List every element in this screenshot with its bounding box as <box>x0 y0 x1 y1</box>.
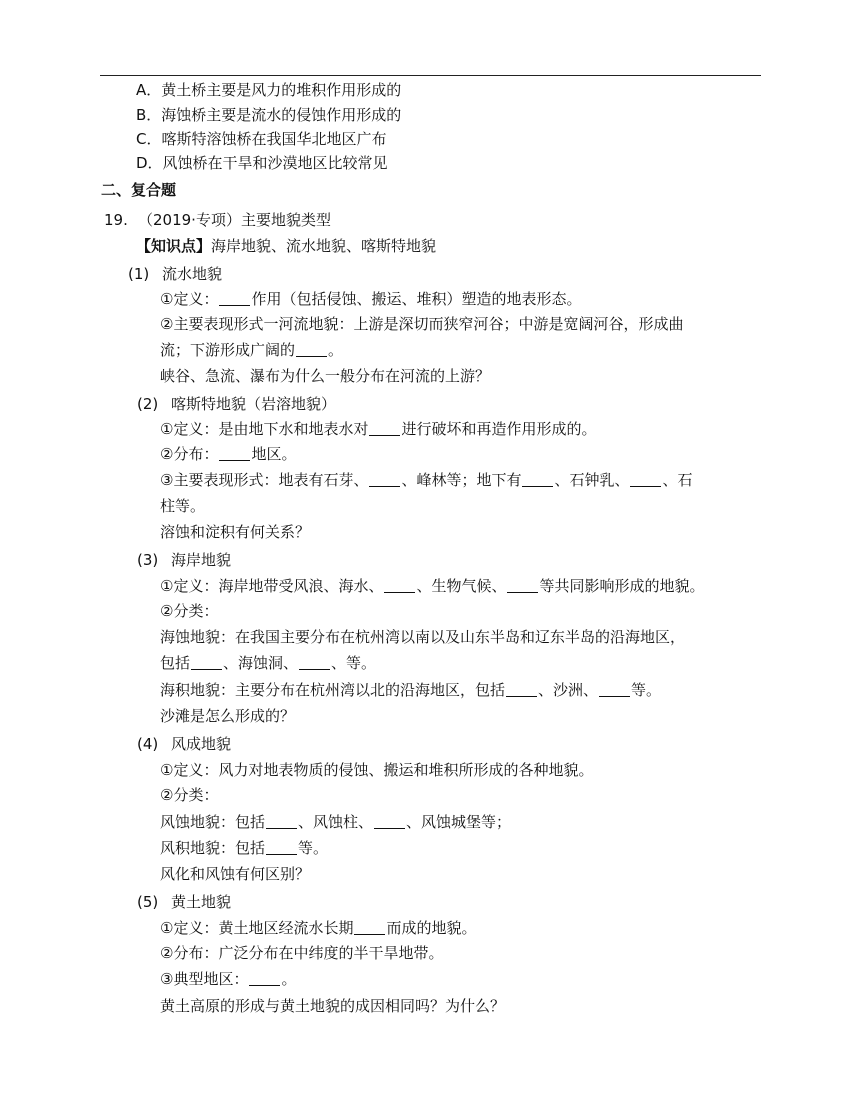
s2-line-1: ①定义：是由地下水和地表水对 进行破坏和再造作用形成的。 <box>160 420 597 438</box>
subsection-4-number: (4) <box>137 735 159 753</box>
subsection-5-number: (5) <box>137 893 159 911</box>
s4-line-2: ②分类： <box>160 786 219 804</box>
s3-line-1: ①定义：海岸地带受风浪、海水、 、生物气候、 等共同影响形成的地貌。 <box>160 577 705 595</box>
s3-line-2: ②分类： <box>160 602 219 620</box>
answer-blank[interactable] <box>369 421 400 436</box>
answer-blank[interactable] <box>630 472 661 487</box>
s1-line-3: 流；下游形成广阔的 。 <box>160 341 344 359</box>
s1-line-1: ①定义： 作用（包括侵蚀、搬运、堆积）塑造的地表形态。 <box>160 290 582 308</box>
question-number: 19. <box>104 211 128 229</box>
subsection-1-number: (1) <box>128 265 150 283</box>
answer-blank[interactable] <box>369 472 400 487</box>
subsection-5-title <box>137 892 231 912</box>
subsection-3-title <box>137 550 231 570</box>
question-title-text: （2019·专项）主要地貌类型 <box>138 211 331 229</box>
s3-line-5: 海积地貌：主要分布在杭州湾以北的沿海地区，包括 、沙洲、 等。 <box>160 681 662 699</box>
s1-line-2: ②主要表现形式一河流地貌：上游是深切而狭窄河谷；中游是宽阔河谷，形成曲 <box>160 315 684 333</box>
answer-blank[interactable] <box>599 682 630 697</box>
answer-blank[interactable] <box>354 920 385 935</box>
subsection-1-title-text: 流水地貌 <box>162 265 223 283</box>
answer-blank[interactable] <box>374 814 405 829</box>
subsection-4-title <box>137 734 231 754</box>
option-c: C．喀斯特溶蚀桥在我国华北地区广布 <box>136 130 387 148</box>
answer-blank[interactable] <box>507 578 538 593</box>
answer-blank[interactable] <box>219 291 250 306</box>
subsection-4-title-text: 风成地貌 <box>171 735 232 753</box>
s2-line-2: ②分布： 地区。 <box>160 445 297 463</box>
answer-blank[interactable] <box>191 655 222 670</box>
answer-blank[interactable] <box>506 682 537 697</box>
s5-line-3: ③典型地区： 。 <box>160 970 297 988</box>
section-title: 二、复合题 <box>101 181 177 199</box>
s4-line-4: 风积地貌：包括 等。 <box>160 839 329 857</box>
question-title <box>104 210 331 230</box>
s4-line-1: ①定义：风力对地表物质的侵蚀、搬运和堆积所形成的各种地貌。 <box>160 761 594 779</box>
answer-blank[interactable] <box>522 472 553 487</box>
s3-line-4: 包括 、海蚀洞、 、等。 <box>160 654 377 672</box>
s4-question: 风化和风蚀有何区别？ <box>160 865 311 883</box>
option-b: B．海蚀桥主要是流水的侵蚀作用形成的 <box>136 106 402 124</box>
s1-question: 峡谷、急流、瀑布为什么一般分布在河流的上游？ <box>160 367 491 385</box>
s2-line-4: 柱等。 <box>160 497 206 515</box>
subsection-2-title-text: 喀斯特地貌（岩溶地貌） <box>171 395 337 413</box>
knowledge-point-label: 【知识点】 <box>136 237 212 255</box>
answer-blank[interactable] <box>266 840 297 855</box>
s2-line-3: ③主要表现形式：地表有石芽、 、峰林等；地下有 、石钟乳、 、石 <box>160 471 693 489</box>
header-rule <box>100 75 761 76</box>
answer-blank[interactable] <box>219 446 250 461</box>
subsection-2-number: (2) <box>137 395 159 413</box>
option-a: A．黄土桥主要是风力的堆积作用形成的 <box>136 81 402 99</box>
s3-question: 沙滩是怎么形成的？ <box>160 707 296 725</box>
s5-line-1: ①定义：黄土地区经流水长期 而成的地貌。 <box>160 919 477 937</box>
s5-line-2: ②分布：广泛分布在中纬度的半干旱地带。 <box>160 944 444 962</box>
s3-line-3: 海蚀地貌：在我国主要分布在杭州湾以南以及山东半岛和辽东半岛的沿海地区， <box>160 628 686 646</box>
subsection-5-title-text: 黄土地貌 <box>171 893 232 911</box>
subsection-3-title-text: 海岸地貌 <box>171 551 232 569</box>
answer-blank[interactable] <box>296 342 327 357</box>
s2-question: 溶蚀和淀积有何关系？ <box>160 523 311 541</box>
answer-blank[interactable] <box>299 655 330 670</box>
knowledge-point <box>136 236 436 256</box>
knowledge-point-text: 海岸地貌、流水地貌、喀斯特地貌 <box>211 237 437 255</box>
answer-blank[interactable] <box>266 814 297 829</box>
subsection-2-title <box>137 394 336 414</box>
subsection-1-title <box>128 264 222 284</box>
subsection-3-number: (3) <box>137 551 159 569</box>
answer-blank[interactable] <box>249 971 280 986</box>
answer-blank[interactable] <box>384 578 415 593</box>
s5-question: 黄土高原的形成与黄土地貌的成因相同吗？为什么？ <box>160 997 506 1015</box>
s4-line-3: 风蚀地貌：包括 、风蚀柱、 、风蚀城堡等； <box>160 813 512 831</box>
option-d: D．风蚀桥在干旱和沙漠地区比较常见 <box>136 154 388 172</box>
